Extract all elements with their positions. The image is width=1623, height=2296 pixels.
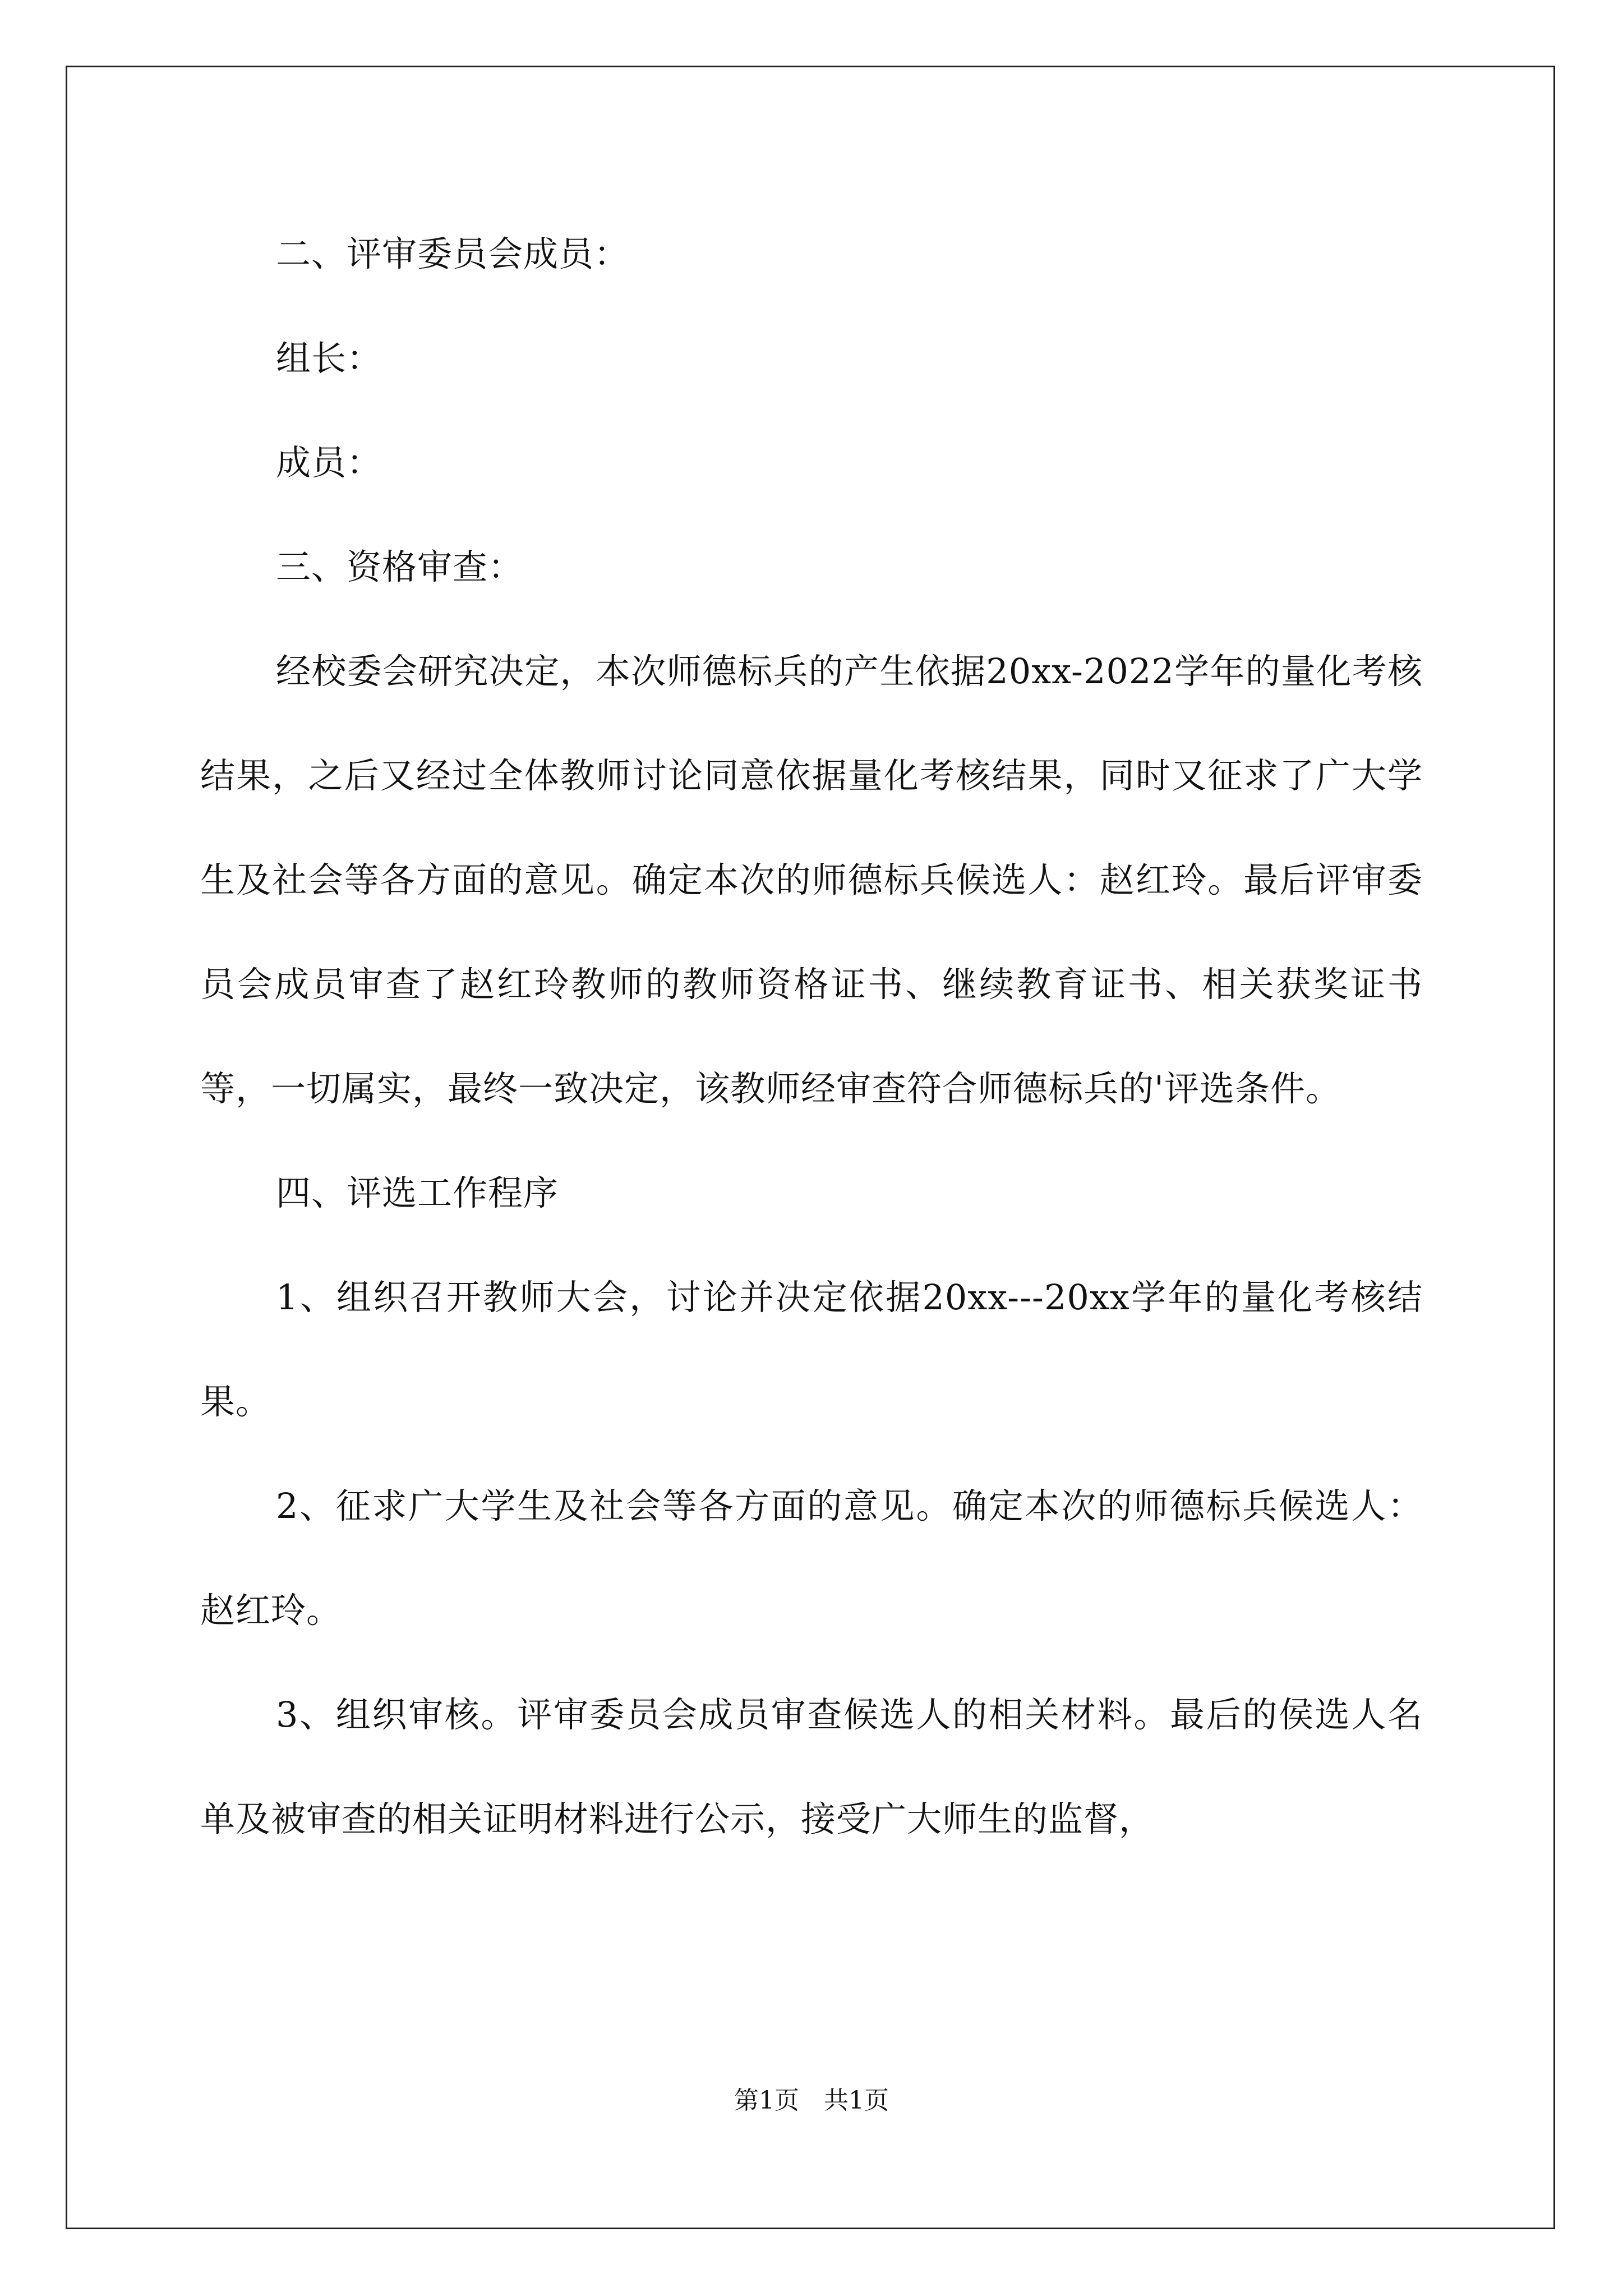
procedure-step-3: 3、组织审核。评审委员会成员审查候选人的相关材料。最后的侯选人名单及被审查的相关证明材料进行公示，接受广大师生的监督， <box>200 1694 1423 1839</box>
heading-committee-members: 二、评审委员会成员： <box>276 233 630 274</box>
qualification-paragraph: 经校委会研究决定，本次师德标兵的产生依据20xx-2022学年的量化考核结果，之后又经过全体教师讨论同意依据量化考核结果，同时又征求了广大学生及社会等各方面的意见。确定本次的师德标兵候选人：赵红玲。最后评审委员会成员审查了赵红玲教师的教师资格证书、继续教育证书、相关获奖证书等，一切属实，最终一致决定，该教师经审查符合师德标兵的'评选条件。 <box>200 651 1423 1109</box>
leader-line: 组长： <box>276 338 382 379</box>
procedure-step-2: 2、征求广大学生及社会等各方面的意见。确定本次的师德标兵候选人：赵红玲。 <box>200 1485 1423 1631</box>
page-footer: 第1页 共1页 <box>734 2086 889 2115</box>
heading-qualification-review: 三、资格审查： <box>276 546 524 587</box>
heading-selection-procedure: 四、评选工作程序 <box>276 1172 559 1213</box>
members-line: 成员： <box>276 442 382 483</box>
procedure-step-1: 1、组织召开教师大会，讨论并决定依据20xx---20xx学年的量化考核结果。 <box>200 1277 1423 1422</box>
document-body <box>200 202 1423 1871</box>
